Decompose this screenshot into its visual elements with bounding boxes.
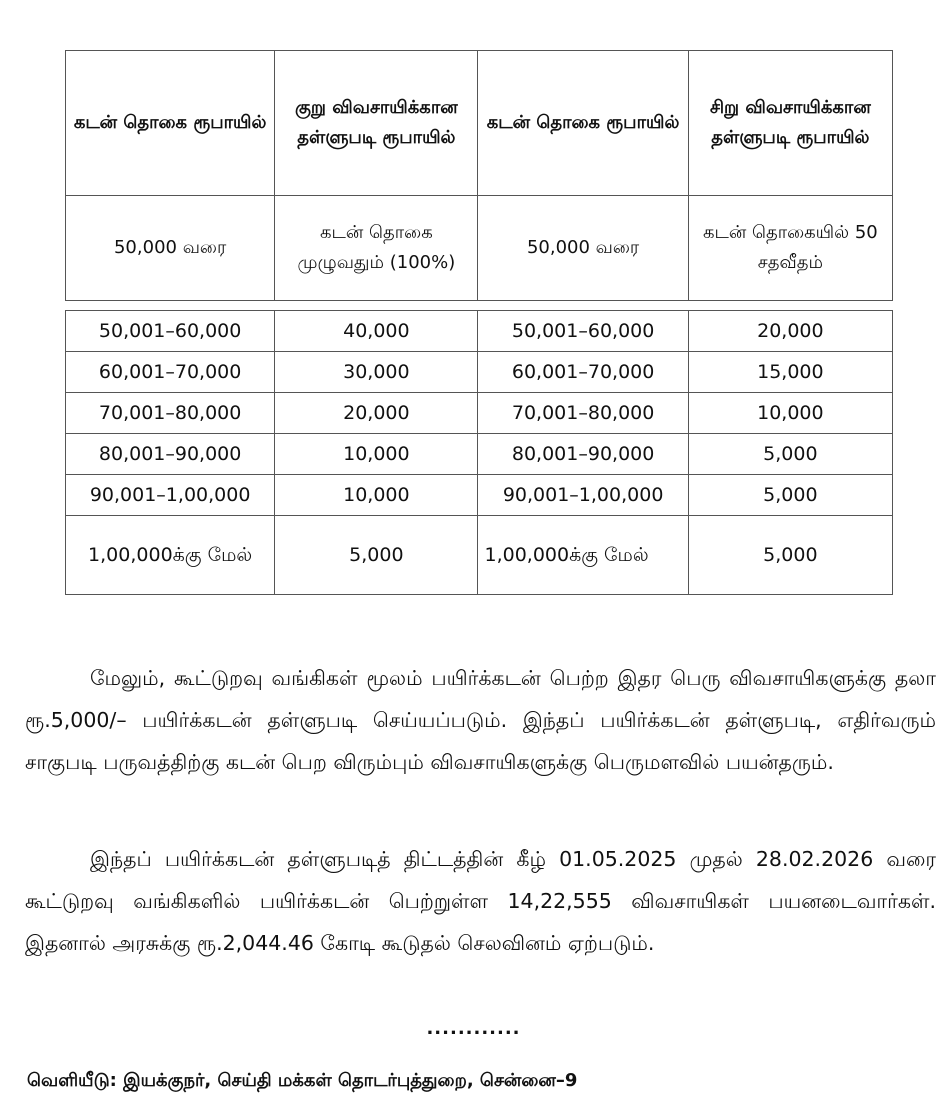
table-cell: 20,000 — [275, 393, 478, 434]
table-cell: 90,001–1,00,000 — [66, 475, 275, 516]
table-cell: 10,000 — [688, 393, 892, 434]
header-small-farmer-waiver: சிறு விவசாயிக்கான தள்ளுபடி ரூபாயில் — [688, 51, 892, 196]
header-table — [65, 50, 893, 301]
table-cell: 10,000 — [275, 434, 478, 475]
table-cell: 40,000 — [275, 311, 478, 352]
table-cell: 80,001–90,000 — [66, 434, 275, 475]
table-cell: 50,000 வரை — [478, 196, 688, 301]
header-marginal-farmer-waiver: குறு விவசாயிக்கான தள்ளுபடி ரூபாயில் — [275, 51, 478, 196]
table-cell: 60,001–70,000 — [478, 352, 688, 393]
table-cell: 1,00,000க்கு மேல் — [66, 516, 275, 595]
table-cell: 5,000 — [275, 516, 478, 595]
table-cell: 5,000 — [688, 516, 892, 595]
table-row — [66, 196, 893, 301]
table-cell: 1,00,000க்கு மேல் — [478, 516, 688, 595]
body-paragraph-1: மேலும், கூட்டுறவு வங்கிகள் மூலம் பயிர்க்கடன் பெற்ற இதர பெரு விவசாயிகளுக்கு தலா ரூ.5,000/– பயிர்க்கடன் தள்ளுபடி செய்யப்படும். இந்தப் பயிர்க்கடன் தள்ளுபடி, எதிர்வரும் சாகுபடி பருவத்திற்கு கடன் பெற விரும்பும் விவசாயிகளுக்கு பெருமளவில் பயன்தரும். — [25, 666, 936, 774]
table-cell: 50,001–60,000 — [66, 311, 275, 352]
separator-dots: ............ — [426, 1018, 521, 1039]
table-row — [66, 393, 893, 434]
table-row — [66, 516, 893, 595]
waiver-table — [65, 310, 893, 595]
table-cell: 20,000 — [688, 311, 892, 352]
table-cell: 5,000 — [688, 475, 892, 516]
table-row — [66, 434, 893, 475]
table-cell: 50,001–60,000 — [478, 311, 688, 352]
table-cell: 60,001–70,000 — [66, 352, 275, 393]
publisher-footer: வெளியீடு: இயக்குநர், செய்தி மக்கள் தொடர்புத்துறை, சென்னை–9 — [27, 1070, 578, 1091]
table-cell: 15,000 — [688, 352, 892, 393]
header-loan-amount-2: கடன் தொகை ரூபாயில் — [478, 51, 688, 196]
table-cell: 70,001–80,000 — [478, 393, 688, 434]
table-cell: 90,001–1,00,000 — [478, 475, 688, 516]
table-cell: 80,001–90,000 — [478, 434, 688, 475]
table-row — [66, 311, 893, 352]
table-cell: 50,000 வரை — [66, 196, 275, 301]
table-cell: கடன் தொகையில் 50 சதவீதம் — [688, 196, 892, 301]
table-cell: 10,000 — [275, 475, 478, 516]
table-cell: கடன் தொகை முழுவதும் (100%) — [275, 196, 478, 301]
table-row — [66, 352, 893, 393]
table-cell: 70,001–80,000 — [66, 393, 275, 434]
table-row — [66, 475, 893, 516]
body-paragraph-2: இந்தப் பயிர்க்கடன் தள்ளுபடித் திட்டத்தின் கீழ் 01.05.2025 முதல் 28.02.2026 வரை கூட்டுறவு வங்கிகளில் பயிர்க்கடன் பெற்றுள்ள 14,22,555 விவசாயிகள் பயனடைவார்கள். இதனால் அரசுக்கு ரூ.2,044.46 கோடி கூடுதல் செலவினம் ஏற்படும். — [25, 847, 936, 955]
header-loan-amount: கடன் தொகை ரூபாயில் — [66, 51, 275, 196]
table-cell: 30,000 — [275, 352, 478, 393]
header-row — [66, 51, 893, 196]
table-cell: 5,000 — [688, 434, 892, 475]
